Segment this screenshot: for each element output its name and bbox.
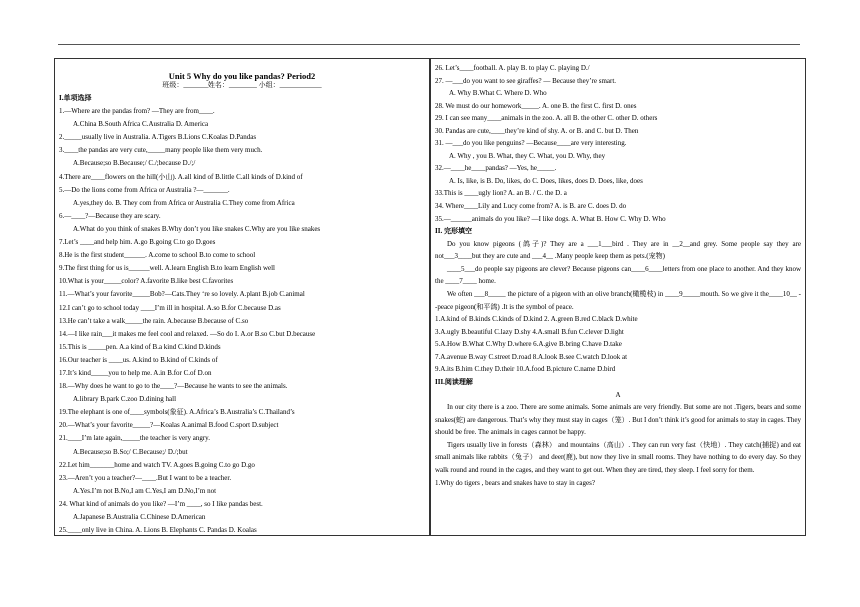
answer-options: A.China B.South Africa C.Australia D. America	[73, 120, 209, 129]
right-column	[430, 58, 806, 536]
question-line: 26. Let’s____football. A. play B. to play C. playing D./	[435, 64, 590, 72]
reading-paragraph-2: Tigers usually live in forests（森林） and mountains（高山）. They can run very fast（快地）. They catch(捕捉) and eat small animals like rabbits（兔子） and deer(鹿), but now they live in small rooms. They have nothing to do every day. So they walk round and round in the cages, and they want to get out. When they are tired, they sleep. I feel sorry for them.	[435, 440, 801, 475]
question-line: 35.—______animals do you like? —I like dogs. A. What B. How C. Why D. Who	[435, 214, 666, 223]
question-line: 2._____usually live in Australia. A.Tigers B.Lions C.Koalas D.Pandas	[59, 133, 257, 142]
question-line: 12.I can’t go to school today ____I’m ill in hospital. A.so B.for C.because D.as	[59, 303, 281, 312]
cloze-paragraph-3: We often ___8_____ the picture of a pigeon with an olive branch(橄榄枝) in ____9_____mouth. So we give it the____10__ --peace pigeon(和平鸽) .It is the symbol of peace.	[435, 290, 801, 311]
answer-options: A.Because;so B.So;/ C.Because;/ D./;but	[73, 447, 188, 456]
question-line: 23.—Aren’t you a teacher?—____.But I want to be a teacher.	[59, 473, 232, 482]
question-line: 10.What is your_____color? A.favorite B.like best C.favorites	[59, 277, 234, 286]
question-line: 21.____I’m late again,_____the teacher is very angry.	[59, 434, 210, 443]
question-line: 24. What kind of animals do you like? —I’m ____, so I like pandas best.	[59, 499, 263, 508]
answer-options: A.What do you think of snakes B.Why don’t you like snakes C.Why are you like snakes	[73, 224, 321, 233]
right-question-list	[435, 62, 801, 238]
question-line: 1.—Where are the pandas from? —They are from____.	[59, 107, 215, 116]
worksheet-subtitle: 班级：_______姓名：________ 小组：____________	[162, 81, 322, 89]
answer-options: A.yes,they do. B. They com from Africa or Australia C.They come from Africa	[73, 198, 295, 207]
question-line: 14.—I like rain___it makes me feel cool and relaxed. —So do I. A.or B.so C.but D.because	[59, 329, 316, 338]
cloze-paragraph-2: ____5___do people say pigeons are clever? Because pigeons can____6____letters from one place to another. And they know the ____7____ home.	[435, 264, 801, 286]
answer-options: A.Japanese B.Australia C.Chinese D.American	[73, 513, 206, 521]
question-line: 31. —___do you like penguins? —Because____are very interesting.	[435, 139, 627, 148]
question-line: 4.There are____flowers on the hill(小山). A.all kind of B.little C.all kinds of D.kind of	[59, 172, 303, 181]
cloze-option-line: 3.A.ugly B.beautiful C.lazy D.shy 4.A.small B.fun C.clever D.light	[435, 327, 624, 336]
question-line: 22.Let him_______home and watch TV. A.goes B.going C.to go D.go	[59, 460, 255, 469]
answer-options: A. Is, like, is B. Do, likes, do C. Does, likes, does D. Does, like, does	[449, 176, 643, 185]
cloze-option-line: 7.A.avenue B.way C.street D.road 8.A.look B.see C.watch D.look at	[435, 352, 628, 361]
question-line: 33.This is ____ugly lion? A. an B. / C. the D. a	[435, 189, 567, 198]
question-line: 25.____only live in China. A. Lions B. Elephants C. Pandas D. Koalas	[59, 526, 257, 535]
answer-options: A. Why , you B. What, they C. What, you D. Why, they	[449, 151, 606, 160]
question-line: 20.—What’s your favorite_____?—Koalas A.animal B.food C.sport D.subject	[59, 421, 279, 430]
answer-options: A.Because;so B.Because;/ C./;because D./;/	[73, 159, 196, 168]
reading-paragraph-1: In our city there is a zoo. There are some animals. Some animals are very friendly. But some are not .Tigers, bears and some snakes(蛇) are dangerous. That’s why they must stay in cages（笼）. But I don’t think it’s good for animals to stay in cages. They should be free. The animals in cages cannot be happy.	[435, 403, 801, 437]
question-line: 18.—Why does he want to go to the____?—Because he wants to see the animals.	[59, 382, 288, 391]
question-line: 3.____the pandas are very cute,_____many people like them very much.	[59, 146, 263, 155]
answer-options: A. Why B.What C. Where D. Who	[449, 89, 547, 98]
answer-options: A.library B.park C.zoo D.dining hall	[73, 395, 177, 404]
reading-question-1: 1.Why do tigers , bears and snakes have to stay in cages?	[435, 478, 595, 487]
left-column	[54, 58, 430, 536]
question-line: 15.This is _____pen. A.a kind of B.a kind C.kind D.kinds	[59, 342, 221, 351]
question-line: 8.He is the first student______. A.come to school B.to come to school	[59, 251, 256, 260]
question-line: 16.Our teacher is ____us. A.kind to B.kind of C.kinds of	[59, 355, 218, 364]
cloze-option-line: 1.A.kind of B.kinds C.kinds of D.kind 2. A.green B.red C.black D.white	[435, 315, 638, 324]
question-line: 19.The elephant is one of____symbols(象征). A.Africa’s B.Australia’s C.Thailand’s	[59, 408, 295, 417]
question-line: 7.Let’s ____and help him. A.go B.going C.to go D.goes	[59, 238, 216, 247]
header-rule	[58, 44, 800, 45]
question-line: 34. Where____Lily and Lucy come from? A. is B. are C. does D. do	[435, 202, 627, 211]
cloze-options-list	[435, 313, 801, 388]
question-line: 29. I can see many____animals in the zoo. A. all B. the other C. other D. others	[435, 114, 658, 123]
section-heading: II. 完形填空	[435, 227, 472, 236]
question-line: 27. —___do you want to see giraffes? — Because they’re smart.	[435, 76, 617, 85]
cloze-option-line: 5.A.How B.What C.Why D.where 6.A.give B.bring C.have D.take	[435, 340, 622, 349]
cloze-option-line: 9.A.its B.him C.they D.their 10.A.food B.picture C.name D.bird	[435, 365, 616, 374]
question-line: 32.—____he____pandas? —Yes, he_____.	[435, 164, 557, 173]
question-line: 6.—____?—Because they are scary.	[59, 211, 161, 220]
left-question-list	[55, 90, 429, 536]
reading-passage-label: A	[615, 390, 621, 399]
question-line: 5.—Do the lions come from Africa or Australia ?—_______.	[59, 185, 230, 194]
question-line: 9.The first thing for us is______well. A.learn English B.to learn English well	[59, 264, 275, 273]
question-line: 28. We must do our homework_____. A. one B. the first C. first D. ones	[435, 101, 637, 110]
question-line: 17.It’s kind_____you to help me. A.in B.for C.of D.on	[59, 368, 212, 377]
question-line: 13.He can’t take a walk_____the rain. A.because B.because of C.so	[59, 316, 249, 325]
question-line: 30. Pandas are cute,____they’re kind of shy. A. or B. and C. but D. Then	[435, 126, 639, 135]
section-heading: I.单项选择	[59, 94, 92, 102]
cloze-paragraph-1: Do you know pigeons (鸽子)? They are a ___1___bird . They are in __2__and grey. Some people say they are not___3____but they are cute and ___4__ .Many people keep them as pets.(宠物)	[435, 239, 801, 261]
worksheet-title: Unit 5 Why do you like pandas? Period2	[168, 71, 316, 81]
answer-options: A.Yes.I’m not B.No,I am C.Yes,I am D.No,I’m not	[73, 486, 217, 495]
question-line: 11.—What’s your favorite_____Bob?—Cats.They ‘re so lovely. A.plant B.job C.animal	[59, 290, 305, 299]
right-content	[431, 59, 805, 489]
section-heading: III.阅读理解	[435, 377, 473, 386]
